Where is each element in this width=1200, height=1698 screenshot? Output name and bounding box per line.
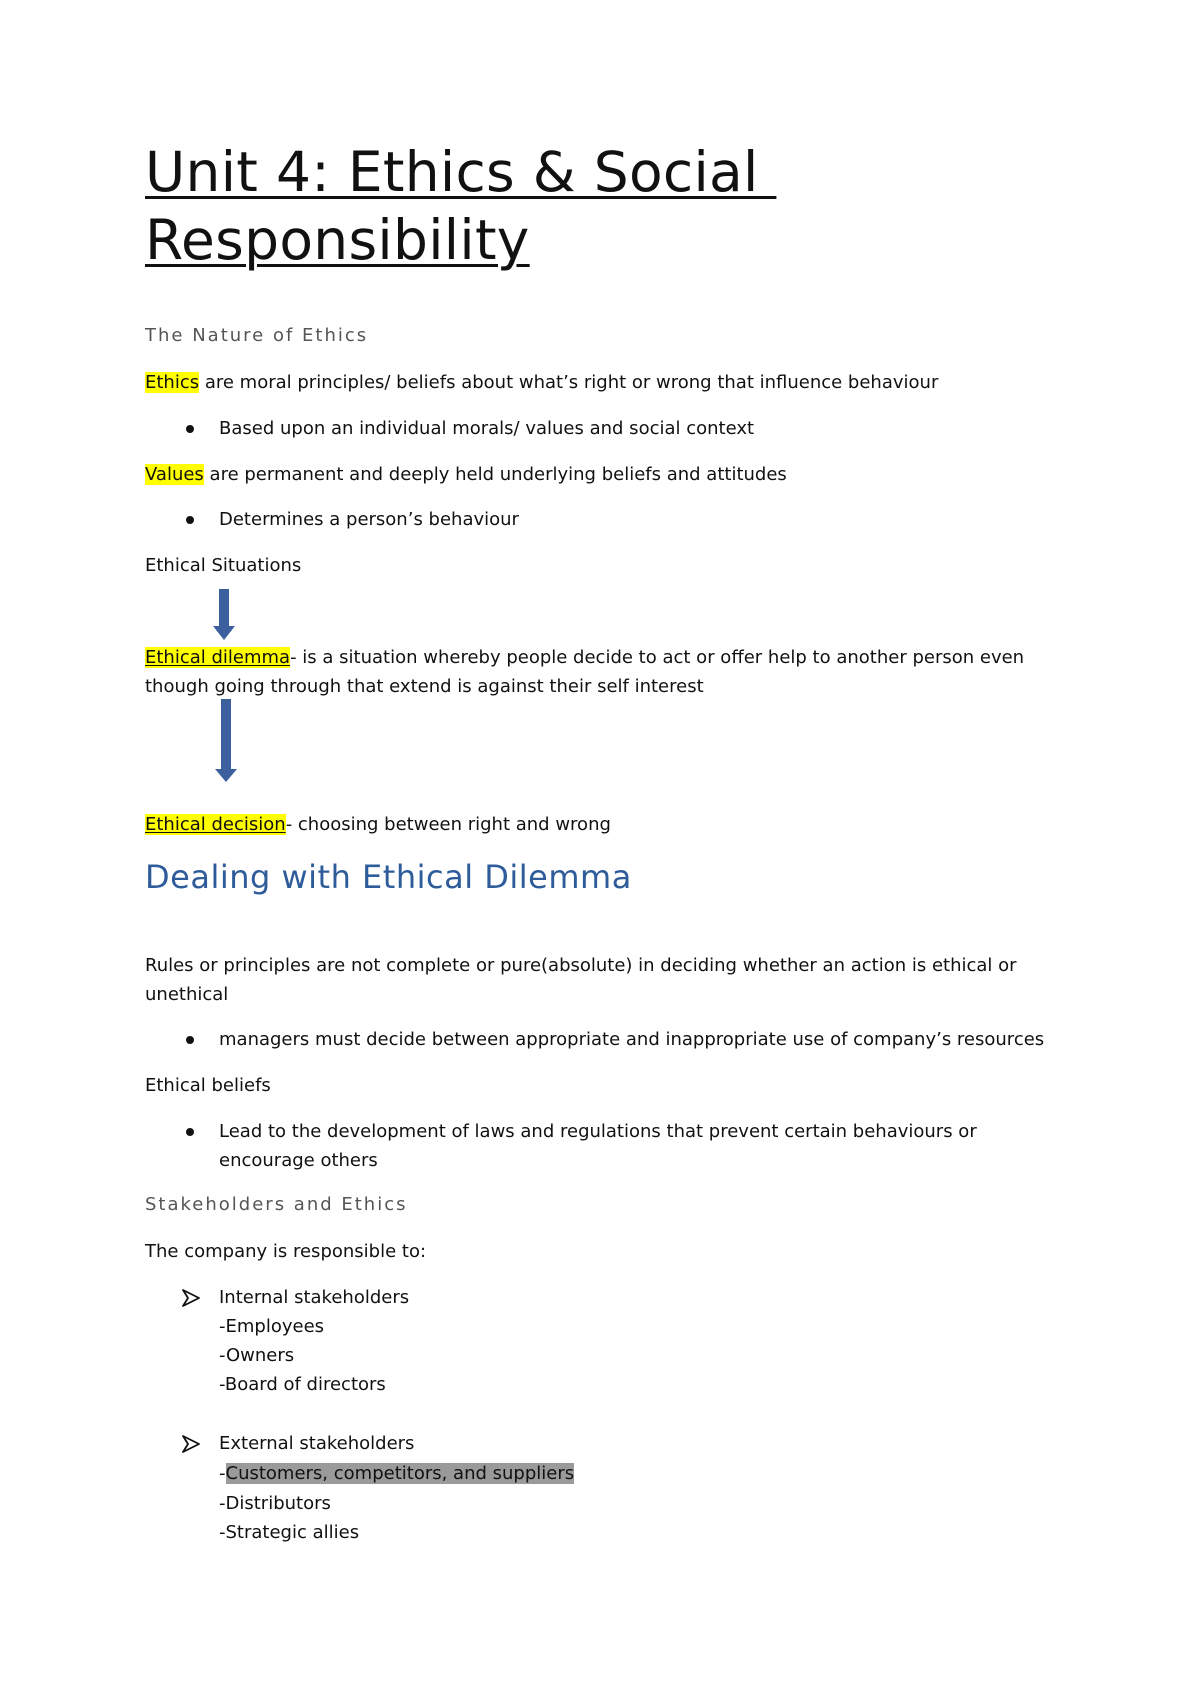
rules-para-line-2: unethical <box>145 984 229 1005</box>
customers-competitors-suppliers: Customers, competitors, and suppliers <box>225 1463 575 1484</box>
document-title <box>145 138 776 274</box>
ethical-decision-definition <box>145 810 611 839</box>
bullet-lead-line-1: Lead to the development of laws and regulations that prevent certain behaviours or <box>219 1121 977 1142</box>
ethics-definition <box>145 368 938 397</box>
dilemma-def-line-2: though going through that extend is against their self interest <box>145 676 704 697</box>
bullet-managers: managers must decide between appropriate and inappropriate use of company’s resources <box>219 1029 1045 1050</box>
values-term: Values <box>145 464 204 485</box>
internal-stakeholder-item: -Owners <box>219 1345 295 1366</box>
arrow-bullet-icon <box>182 1435 200 1453</box>
bullet-dot-icon <box>186 516 194 524</box>
values-definition <box>145 460 787 489</box>
section-heading-dealing-with-dilemma: Dealing with Ethical Dilemma <box>145 858 632 896</box>
arrow-bullet-icon <box>182 1289 200 1307</box>
title-line-2: Responsibility <box>145 208 530 272</box>
ethics-term: Ethics <box>145 372 200 393</box>
ethical-beliefs-label: Ethical beliefs <box>145 1075 271 1096</box>
internal-stakeholder-item: -Board of directors <box>219 1374 386 1395</box>
external-stakeholder-item <box>219 1459 574 1488</box>
external-stakeholder-item: -Distributors <box>219 1493 331 1514</box>
bullet-dot-icon <box>186 425 194 433</box>
bullet-dot-icon <box>186 1128 194 1136</box>
dilemma-def-line-1: - is a situation whereby people decide to act or offer help to another person even <box>290 647 1025 668</box>
ethical-situations-label: Ethical Situations <box>145 555 302 576</box>
rules-para-line-1: Rules or principles are not complete or pure(absolute) in deciding whether an action is ethical or <box>145 955 1017 976</box>
external-stakeholders-label: External stakeholders <box>219 1433 415 1454</box>
internal-stakeholder-item: -Employees <box>219 1316 325 1337</box>
bullet-determines: Determines a person’s behaviour <box>219 509 519 530</box>
down-arrow-icon <box>214 699 238 783</box>
values-def-text: are permanent and deeply held underlying beliefs and attitudes <box>203 464 787 485</box>
ethical-dilemma-term: Ethical dilemma <box>145 647 291 668</box>
item-dash: - <box>219 1463 226 1484</box>
external-stakeholder-item: -Strategic allies <box>219 1522 360 1543</box>
ethical-decision-term: Ethical decision <box>145 814 286 835</box>
decision-def-text: - choosing between right and wrong <box>285 814 611 835</box>
bullet-dot-icon <box>186 1036 194 1044</box>
title-line-1: Unit 4: Ethics & Social <box>145 140 777 204</box>
section-heading-nature-of-ethics: The Nature of Ethics <box>145 325 369 346</box>
company-responsible-intro: The company is responsible to: <box>145 1241 427 1262</box>
internal-stakeholders-label: Internal stakeholders <box>219 1287 410 1308</box>
section-heading-stakeholders: Stakeholders and Ethics <box>145 1194 408 1215</box>
bullet-lead-line-2: encourage others <box>219 1150 378 1171</box>
ethical-dilemma-definition <box>145 643 1024 672</box>
ethics-def-text: are moral principles/ beliefs about what’s right or wrong that influence behaviour <box>199 372 939 393</box>
down-arrow-icon <box>212 589 236 641</box>
bullet-based-upon: Based upon an individual morals/ values and social context <box>219 418 755 439</box>
